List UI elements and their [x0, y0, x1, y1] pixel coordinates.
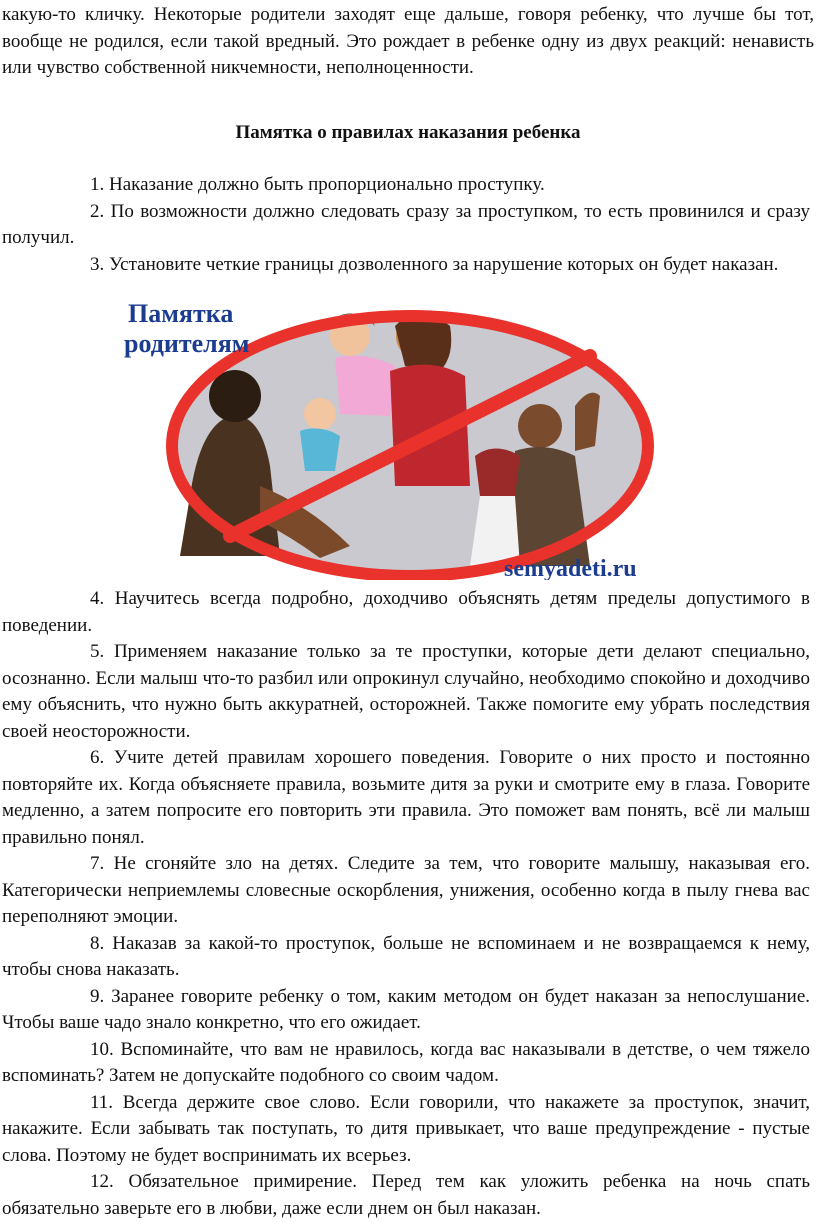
illustration-heading-line2: родителям	[124, 329, 250, 358]
rule-text: Обязательное примирение. Перед тем как уложить ребенка на ночь спать обязательно заверьте его в любви, даже если днем он был наказан.	[2, 1171, 810, 1219]
rule-text: Всегда держите свое слово. Если говорили, что накажете за проступок, значит, накажите. Если забывать так поступать, то дитя привыкает, что ваше предупреждение - пустые слова. Поэтому не будет воспринимать их всерьез.	[2, 1091, 810, 1166]
rules-list-bottom	[0, 586, 812, 1222]
rule-item	[0, 639, 812, 745]
rule-number: 6.	[90, 747, 105, 768]
rule-number: 3.	[90, 253, 105, 275]
rule-number: 8.	[90, 932, 105, 954]
rule-text: Учите детей правилам хорошего поведения. Говорите о них просто и постоянно повторяйте их. Когда объясняете правила, возьмите дитя за руки и смотрите ему в глаза. Говорите медленно, а затем попросите его повторить эти правила. Это поможет вам понять, всё ли малыш правильно понял.	[2, 747, 811, 848]
prohibition-illustration	[120, 296, 680, 580]
rule-number: 4.	[90, 588, 105, 609]
rule-text: Наказание должно быть пропорционально проступку.	[109, 174, 545, 195]
rule-text: Установите четкие границы дозволенного за нарушение которых он будет наказан.	[109, 253, 779, 275]
rule-item	[0, 586, 812, 639]
rule-number: 12.	[90, 1171, 114, 1192]
rule-number: 9.	[90, 985, 105, 1007]
rule-text: Заранее говорите ребенку о том, каким методом он будет наказан за непослушание. Чтобы ваше чадо знало конкретно, что его ожидает.	[2, 985, 811, 1033]
rule-text: По возможности должно следовать сразу за проступком, то есть провинился и сразу получил.	[2, 200, 810, 248]
rule-item	[0, 1169, 812, 1222]
section-title: Памятка о правилах наказания ребенка	[235, 122, 581, 143]
rule-text: Научитесь всегда подробно, доходчиво объяснять детям пределы допустимого в поведении.	[2, 588, 810, 636]
rules-list-top	[0, 172, 812, 278]
rule-item	[0, 199, 812, 252]
rule-text: Вспоминайте, что вам не нравилось, когда вас наказывали в детстве, о чем тяжело вспоминать? Затем не допускайте подобного со своим чадом.	[2, 1038, 810, 1086]
rule-item	[0, 931, 812, 984]
intro-paragraph: какую-то кличку. Некоторые родители заходят еще дальше, говоря ребенку, что лучше бы тот, вообще не родился, если такой вредный. Это рождает в ребенке одну из двух реакций: ненависть или чувство собственной никчемности, неполноценности.	[2, 4, 814, 78]
rule-item	[0, 252, 812, 279]
rule-number: 5.	[90, 641, 105, 662]
rule-item	[0, 1037, 812, 1090]
rule-number: 1.	[90, 174, 105, 195]
website-label: semyadeti.ru	[504, 556, 637, 580]
rule-number: 10.	[90, 1038, 114, 1060]
parenting-illustration	[120, 296, 680, 580]
rule-item	[0, 745, 812, 851]
rule-item	[0, 1090, 812, 1170]
rule-text: Применяем наказание только за те проступки, которые дети делают специально, осознанно. Если малыш что-то разбил или опрокинул случайно, необходимо спокойно и доходчиво ему объяснить, что нужно быть аккуратней, осторожней. Также помогите ему убрать последствия своей неосторожности.	[2, 641, 810, 742]
rule-item	[0, 851, 812, 931]
rule-text: Не сгоняйте зло на детях. Следите за тем, что говорите малышу, наказывая его. Категорически неприемлемы словесные оскорбления, унижения, особенно когда в пылу гнева вас переполняют эмоции.	[2, 853, 811, 927]
illustration-heading-line1: Памятка	[128, 299, 234, 328]
rule-number: 7.	[90, 853, 105, 874]
rule-item	[0, 172, 812, 199]
rule-number: 2.	[90, 200, 105, 222]
rule-item	[0, 984, 812, 1037]
rule-number: 11.	[90, 1091, 114, 1113]
rule-text: Наказав за какой-то проступок, больше не вспоминаем и не возвращаемся к нему, чтобы снова наказать.	[2, 932, 811, 980]
